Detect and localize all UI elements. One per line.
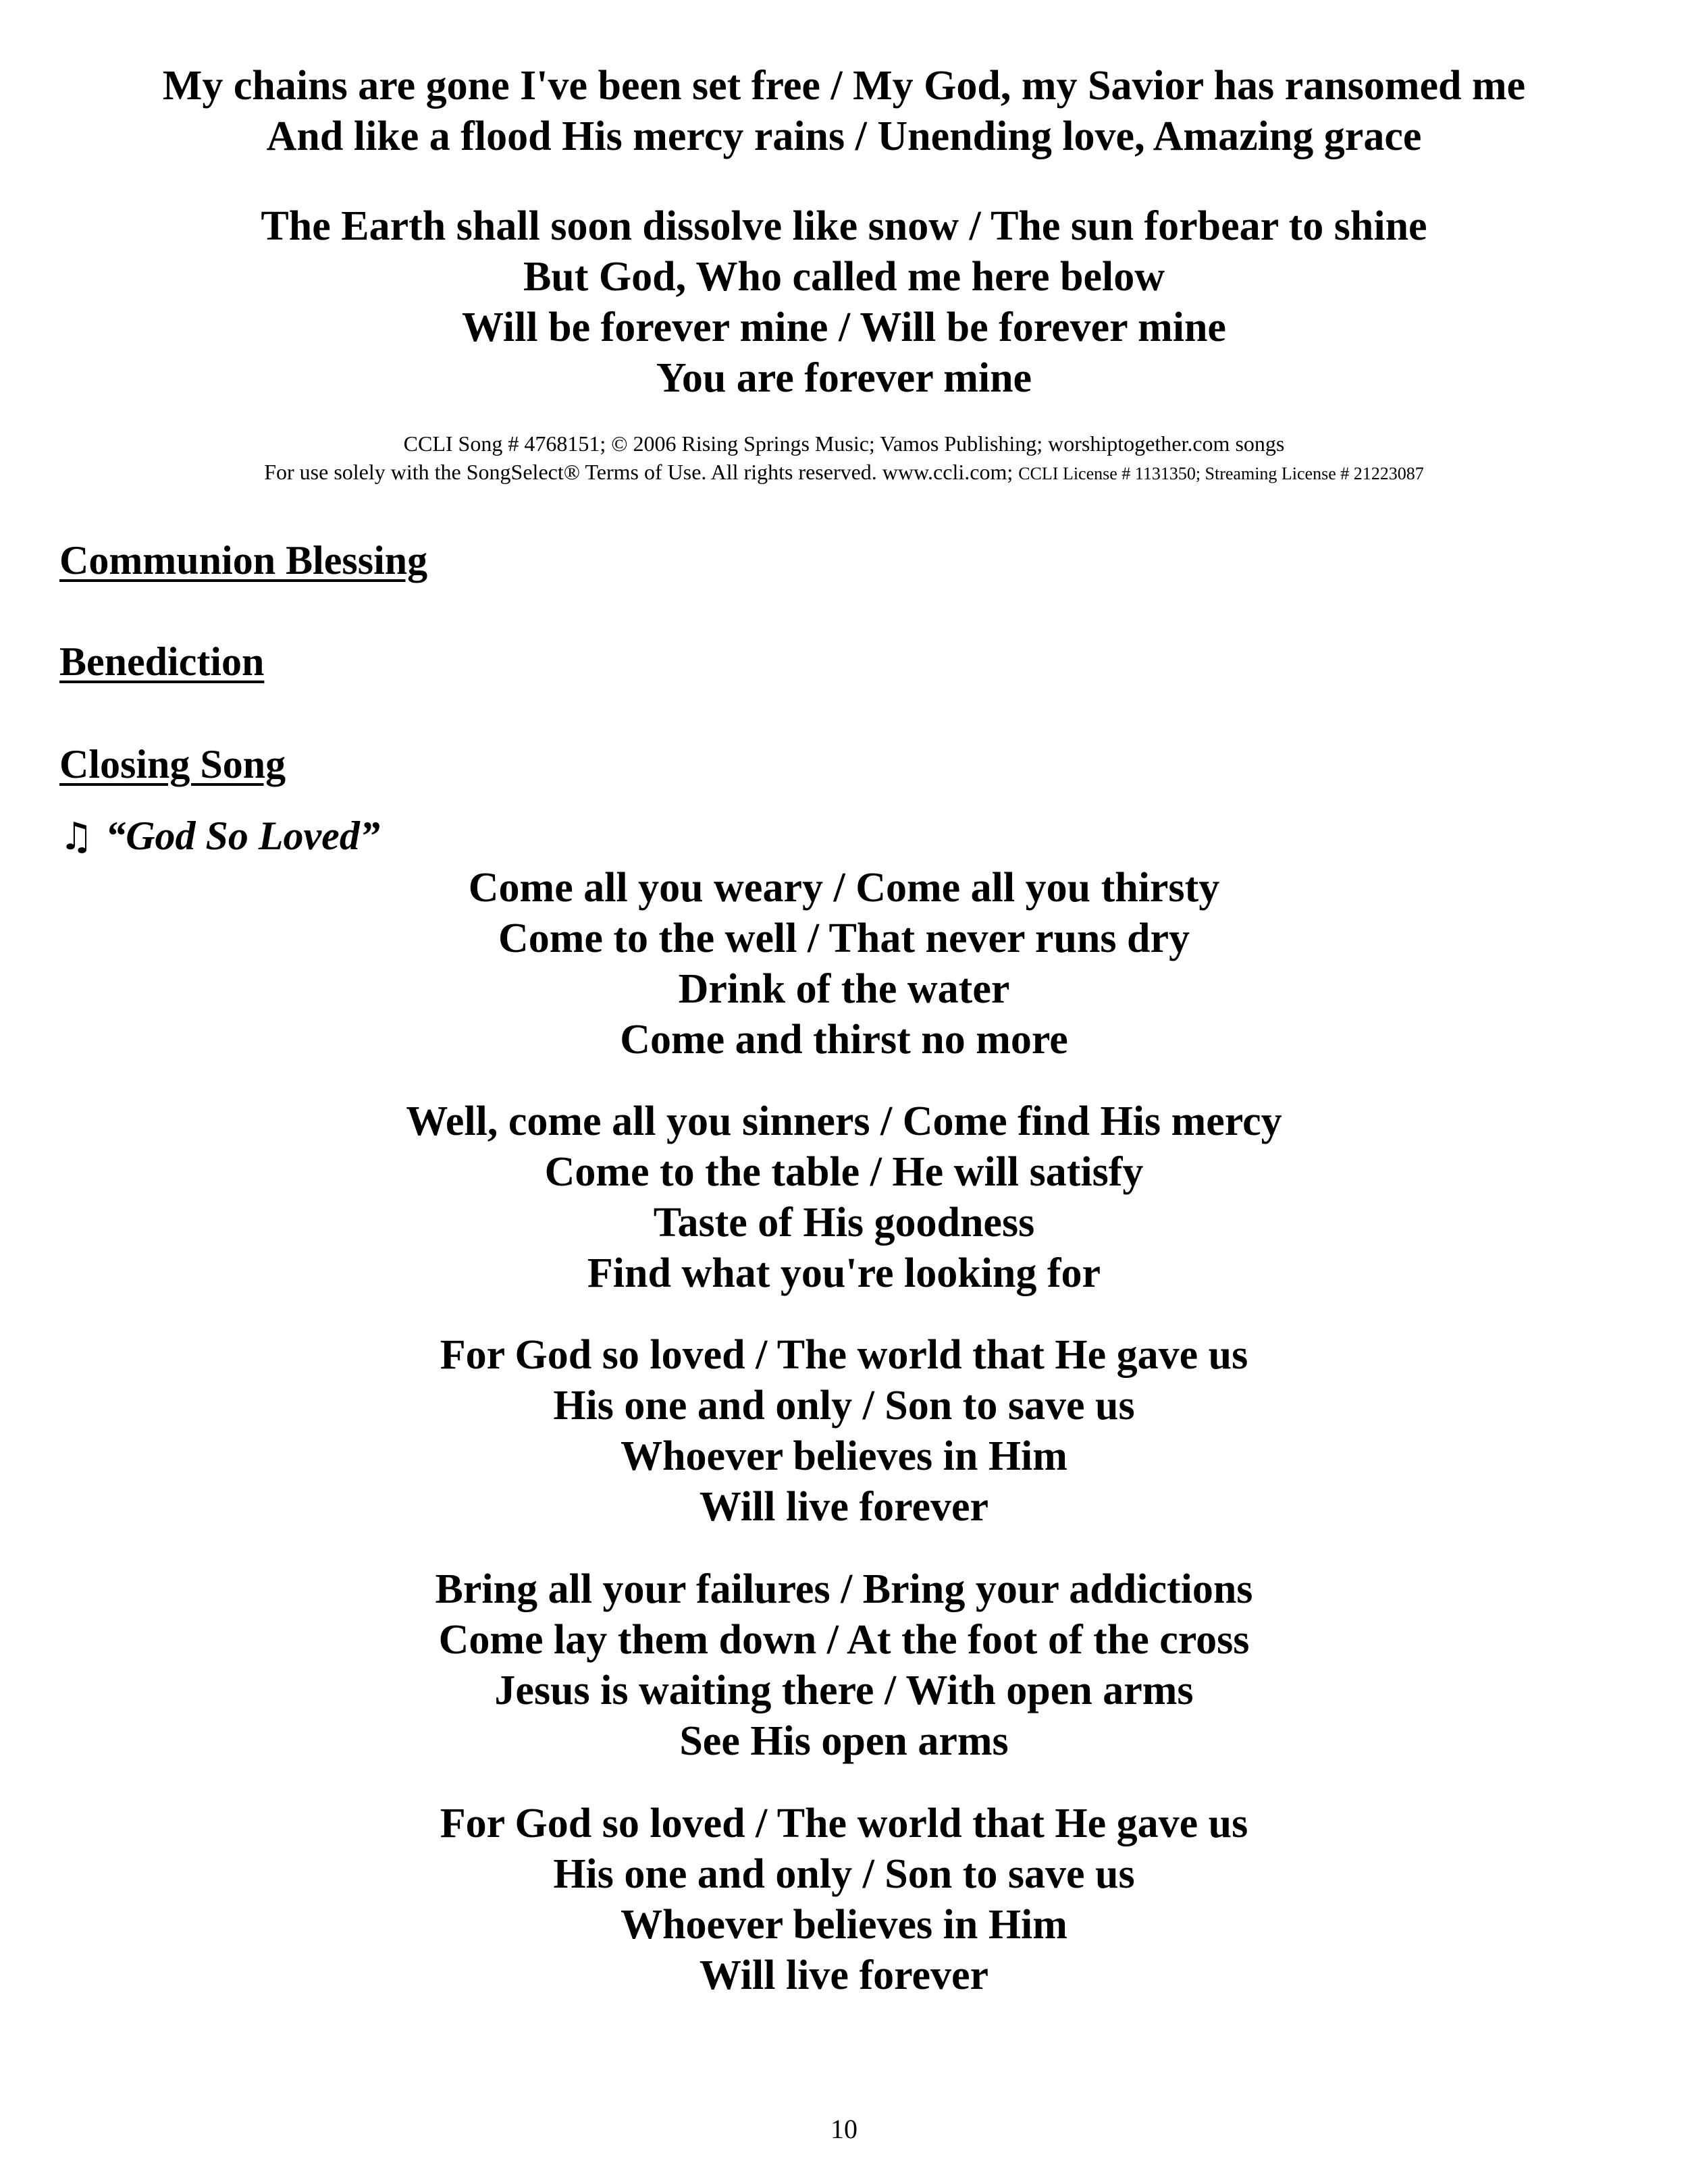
lyric-line: Bring all your failures / Bring your addictions — [435, 1566, 1253, 1612]
music-note-icon: ♫ — [59, 815, 94, 859]
lyric-line: But God, Who called me here below — [523, 254, 1165, 300]
copyright-terms: For use solely with the SongSelect® Terms of Use. All rights reserved. www.ccli.com; — [264, 460, 1013, 484]
lyric-line: Come lay them down / At the foot of the cross — [438, 1617, 1250, 1663]
lyric-line: Jesus is waiting there / With open arms — [494, 1668, 1194, 1713]
lyric-line: Come and thirst no more — [620, 1017, 1068, 1063]
page-number: 10 — [830, 2114, 858, 2144]
lyric-line: His one and only / Son to save us — [553, 1851, 1135, 1897]
lyric-line: Will live forever — [699, 1484, 989, 1530]
lyric-line: Come to the well / That never runs dry — [498, 915, 1190, 961]
lyric-line: Come all you weary / Come all you thirsty — [468, 865, 1220, 911]
lyric-line: Whoever believes in Him — [621, 1433, 1067, 1479]
copyright-notice — [0, 429, 1688, 488]
lyric-line: Come to the table / He will satisfy — [544, 1149, 1144, 1195]
lyric-line: The Earth shall soon dissolve like snow / The sun forbear to shine — [261, 203, 1427, 249]
lyric-line: Drink of the water — [678, 966, 1010, 1012]
heading-closing-song: Closing Song — [59, 742, 286, 787]
lyric-stanza-1 — [0, 863, 1688, 1065]
lyric-line: For God so loved / The world that He gave us — [440, 1801, 1248, 1846]
lyric-line: See His open arms — [679, 1718, 1009, 1764]
lyric-line: My chains are gone I've been set free / My God, my Savior has ransomed me — [162, 63, 1526, 109]
lyric-line: Find what you're looking for — [587, 1250, 1101, 1296]
lyric-line: Will live forever — [699, 1952, 989, 1998]
lyric-line: You are forever mine — [656, 355, 1032, 401]
lyric-stanza-5 — [0, 1799, 1688, 2001]
lyric-stanza-top-2 — [0, 201, 1688, 404]
lyric-stanza-3 — [0, 1330, 1688, 1533]
heading-communion-blessing: Communion Blessing — [59, 538, 428, 583]
copyright-line-2 — [0, 458, 1688, 488]
lyric-line: For God so loved / The world that He gave us — [440, 1332, 1248, 1378]
lyric-line: Well, come all you sinners / Come find His mercy — [406, 1098, 1282, 1144]
heading-benediction: Benediction — [59, 639, 265, 684]
lyric-line: Taste of His goodness — [653, 1200, 1035, 1246]
lyric-stanza-4 — [0, 1564, 1688, 1767]
lyric-stanza-2 — [0, 1096, 1688, 1299]
lyric-line: And like a flood His mercy rains / Unending love, Amazing grace — [266, 113, 1422, 159]
copyright-line-1: CCLI Song # 4768151; © 2006 Rising Springs Music; Vamos Publishing; worshiptogether.com songs — [403, 431, 1285, 456]
license-numbers: CCLI License # 1131350; Streaming License # 21223087 — [1018, 464, 1424, 483]
lyric-line: Will be forever mine / Will be forever mine — [462, 304, 1226, 350]
lyric-stanza-top-1 — [0, 61, 1688, 162]
lyric-line: Whoever believes in Him — [621, 1902, 1067, 1948]
lyric-line: His one and only / Son to save us — [553, 1383, 1135, 1429]
song-title — [59, 812, 380, 861]
song-title-text: “God So Loved” — [105, 814, 380, 858]
